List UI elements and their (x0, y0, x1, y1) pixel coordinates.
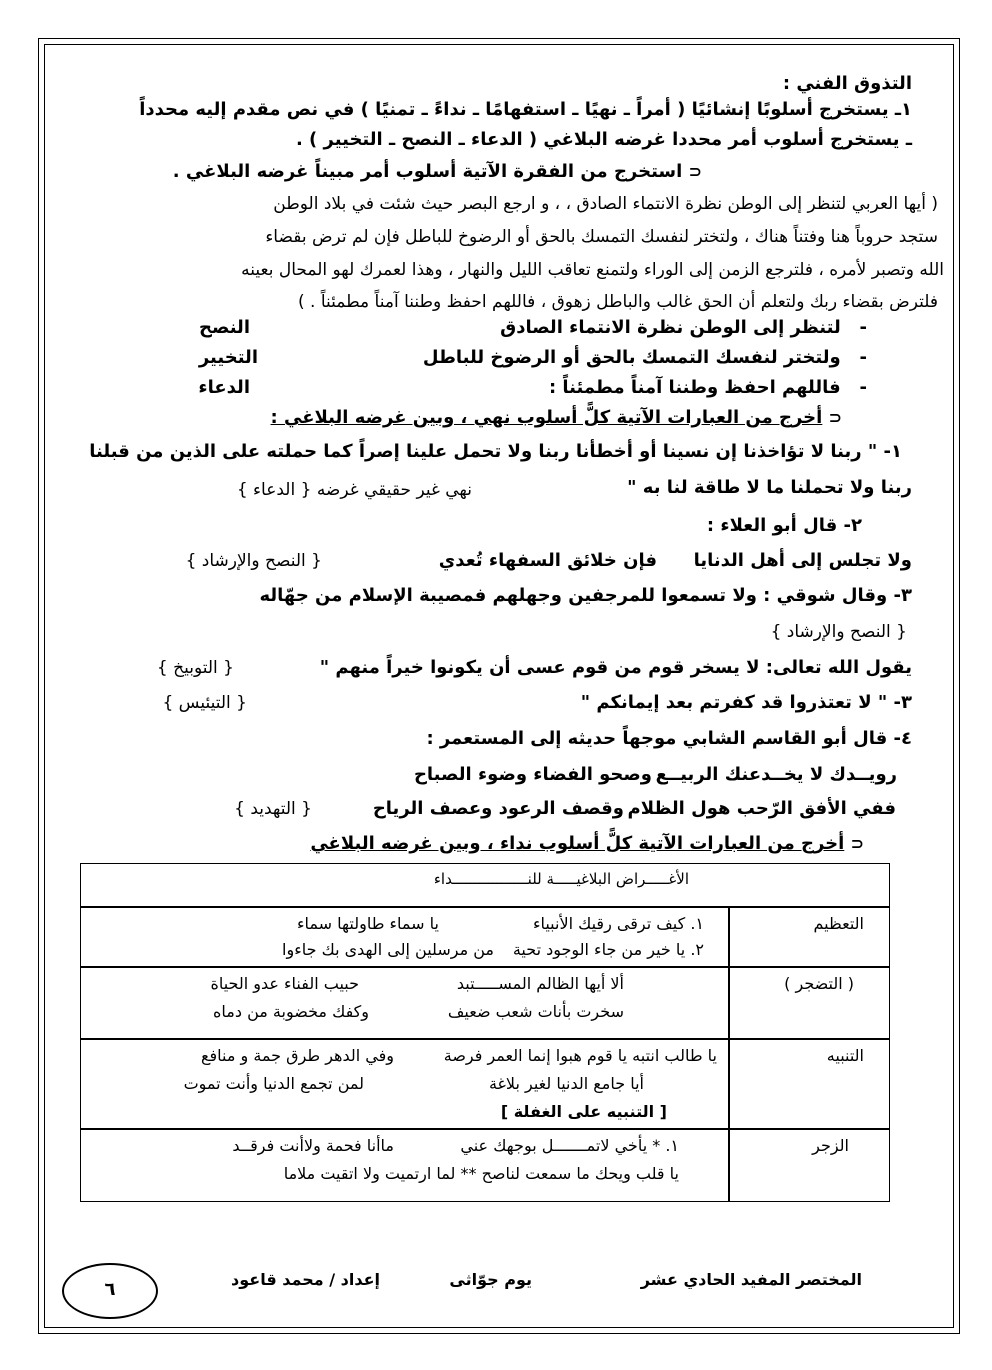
verse-text: لمن تجمع الدنيا وأنت تموت (183, 1074, 364, 1093)
verse-text: ١. كيف ترقى رقيك الأنبياء (532, 914, 704, 933)
bullet-icon: ⊂ (688, 162, 702, 181)
answer-2-purpose: التخيير (198, 347, 258, 368)
verse-text: ألا أيها الظالم المســـــتبد (456, 974, 624, 993)
page-heading: التذوق الفني : (782, 73, 912, 94)
objective-1: ١ـ يستخرج أسلوبًا إنشائيًا ( أمراً ـ نهيًا ـ استفهامًا ـ نداءً ـ تمنيًا ) في نص مقدم إليه محدداً (139, 99, 912, 120)
answer-1-purpose: النصح (199, 317, 250, 338)
table-row (80, 1038, 730, 1130)
nahy-item2-intro: ٢- قال أبو العلاء : (706, 515, 862, 536)
verse-text: ١. * يأخي لاتمـــــــل بوجهك عني (460, 1136, 679, 1155)
verse-text: وفي الدهر طرق جمة و منافع (201, 1046, 394, 1065)
verse-text: يا سماء طاولتها سماء (297, 914, 439, 933)
nahy-item4-line: يقول الله تعالى: لا يسخر قوم من قوم عسى أن يكونوا خيراً منهم " (319, 657, 912, 678)
nahy-item6-purpose: { التهديد } (234, 799, 312, 819)
verse-text: يا قلب ويحك ما سمعت لناصح ** لما ارتميت ولا اتقيت ملاما (283, 1164, 679, 1183)
verse-text: ماأنا فحمة ولاأنت فرقــد (232, 1136, 394, 1155)
nahy-item6-intro: ٤- قال أبو القاسم الشابي موجهاً حديثه إلى المستعمر : (426, 728, 912, 749)
nahy-item2-hemistich-2: فإن خلائق السفهاء تُعدي (438, 550, 657, 571)
objective-2: ـ يستخرج أسلوب أمر محددا غرضه البلاغي ( الدعاء ـ النصح ـ التخيير ) . (295, 129, 912, 150)
passage-line-1: ( أيها العربي لتنظر إلى الوطن نظرة الانتماء الصادق ، ، و ارجع البصر حيث شئت في بلاد الوطن (273, 194, 938, 214)
nahy-item2-purpose: { النصح والإرشاد } (185, 551, 322, 571)
verse-text: أيا جامع الدنيا لغير بلاغة (488, 1074, 644, 1093)
verse-text: وكفك مخضوبة من دماه (213, 1002, 369, 1021)
nahy-item4-purpose: { التوبيخ } (156, 658, 234, 678)
purpose-label: الزجر (812, 1136, 849, 1155)
purpose-cell (728, 906, 890, 968)
footer-author: يوم جوّاثى (449, 1270, 532, 1289)
verse-note: [ التنبيه على الغفلة ] (500, 1102, 667, 1121)
passage-line-4: فلترض بقضاء ربك ولتعلم أن الحق غالب والباطل زهوق ، فاللهم احفظ وطننا آمناً مطمئناً . ) (297, 292, 938, 312)
nahy-item1-line1: ١- " ربنا لا تؤاخذنا إن نسينا أو أخطأنا ربنا ولا تحمل علينا إصراً كما حملته على الذين من قبلنا (89, 441, 902, 462)
nahy-item1-note: نهي غير حقيقي غرضه { الدعاء } (236, 480, 472, 500)
verse-text: يا طالب انتبه يا قوم هبوا إنما العمر فرصة (443, 1046, 717, 1065)
table-row (80, 906, 730, 968)
verse-text: ٢. يا خير من جاء الوجود تحية (512, 940, 704, 959)
purpose-cell (728, 1128, 890, 1202)
nahy-item6-verse2-h1: ففي الأفق الرّحب هول الظلام (627, 798, 896, 819)
nahy-item6-verse2-h2: وقصف الرعود وعصف الرياح (372, 798, 624, 819)
purpose-cell (728, 1038, 890, 1130)
answer-2-text: - ولتختر لنفسك التمسك بالحق أو الرضوخ للباطل (422, 347, 867, 368)
passage-line-3: الله وتصبر لأمره ، فلترجع الزمن إلى الوراء ولتمنع تعاقب الليل والنهار ، وهذا لعمرك لهو المحال بعينه (241, 260, 944, 280)
page-number: ٦ (62, 1263, 158, 1319)
table-header-cell (80, 863, 890, 908)
table-header-text: الأغـــــراض البلاغيـــــة للنـــــــــــــــــداء (433, 870, 689, 888)
section2-title: ⊂ أخرج من العبارات الآتية كلًّ أسلوب نهي ، وبين غرضه البلاغي : (270, 407, 842, 428)
purpose-label: التنبيه (826, 1046, 864, 1065)
nahy-item3-line: ٣- وقال شوقي : ولا تسمعوا للمرجفين وجهلهم فمصيبة الإسلام من جهّاله (259, 585, 912, 606)
passage-line-2: ستجد حروباً هنا وفتناً هناك ، ولتختر لنفسك التمسك بالحق أو الرضوخ للباطل فإن لم ترض بقضاء (265, 227, 938, 247)
table-row (80, 966, 730, 1040)
nahy-item1-line2: ربنا ولا تحملنا ما لا طاقة لنا به " (627, 477, 912, 498)
bullet-icon: ⊂ (850, 834, 864, 853)
nahy-item5-purpose: { التيئيس } (162, 693, 247, 713)
nahy-item3-purpose: { النصح والإرشاد } (770, 622, 907, 642)
nahy-item6-verse1-h1: رويــدك لا يخــدعنك الربيــع (655, 764, 897, 785)
nahy-item5-line: ٣- " لا تعتذروا قد كفرتم بعد إيمانكم " (580, 692, 912, 713)
nahy-item6-verse1-h2: وصحو الفضاء وضوء الصباح (413, 764, 652, 785)
answer-1-text: - لتنظر إلى الوطن نظرة الانتماء الصادق (500, 317, 867, 338)
verse-text: حبيب الفناء عدو الحياة (210, 974, 359, 993)
section1-title: ⊂ استخرج من الفقرة الآتية أسلوب أمر مبيناً غرضه البلاغي . (172, 161, 702, 182)
answer-3-text: - فاللهم احفظ وطننا آمناً مطمئناً : (548, 377, 867, 398)
answer-3-purpose: الدعاء (198, 377, 250, 398)
section3-title: ⊂ أخرج من العبارات الآتية كلًّ أسلوب نداء ، وبين غرضه البلاغي (310, 833, 864, 854)
table-row (80, 1128, 730, 1202)
nahy-item2-hemistich-1: ولا تجلس إلى أهل الدنايا (693, 550, 912, 571)
footer-book-title: المختصر المفيد الحادي عشر (640, 1270, 862, 1289)
footer-prepared-by: إعداد / محمد قاعود (231, 1270, 380, 1289)
purpose-cell (728, 966, 890, 1040)
purpose-label: ( التضجر ) (784, 974, 854, 993)
verse-text: سخرت بأنات شعب ضعيف (447, 1002, 624, 1021)
verse-text: من مرسلين إلى الهدى بك جاءوا (282, 940, 494, 959)
bullet-icon: ⊂ (828, 408, 842, 427)
purpose-label: التعظيم (813, 914, 864, 933)
